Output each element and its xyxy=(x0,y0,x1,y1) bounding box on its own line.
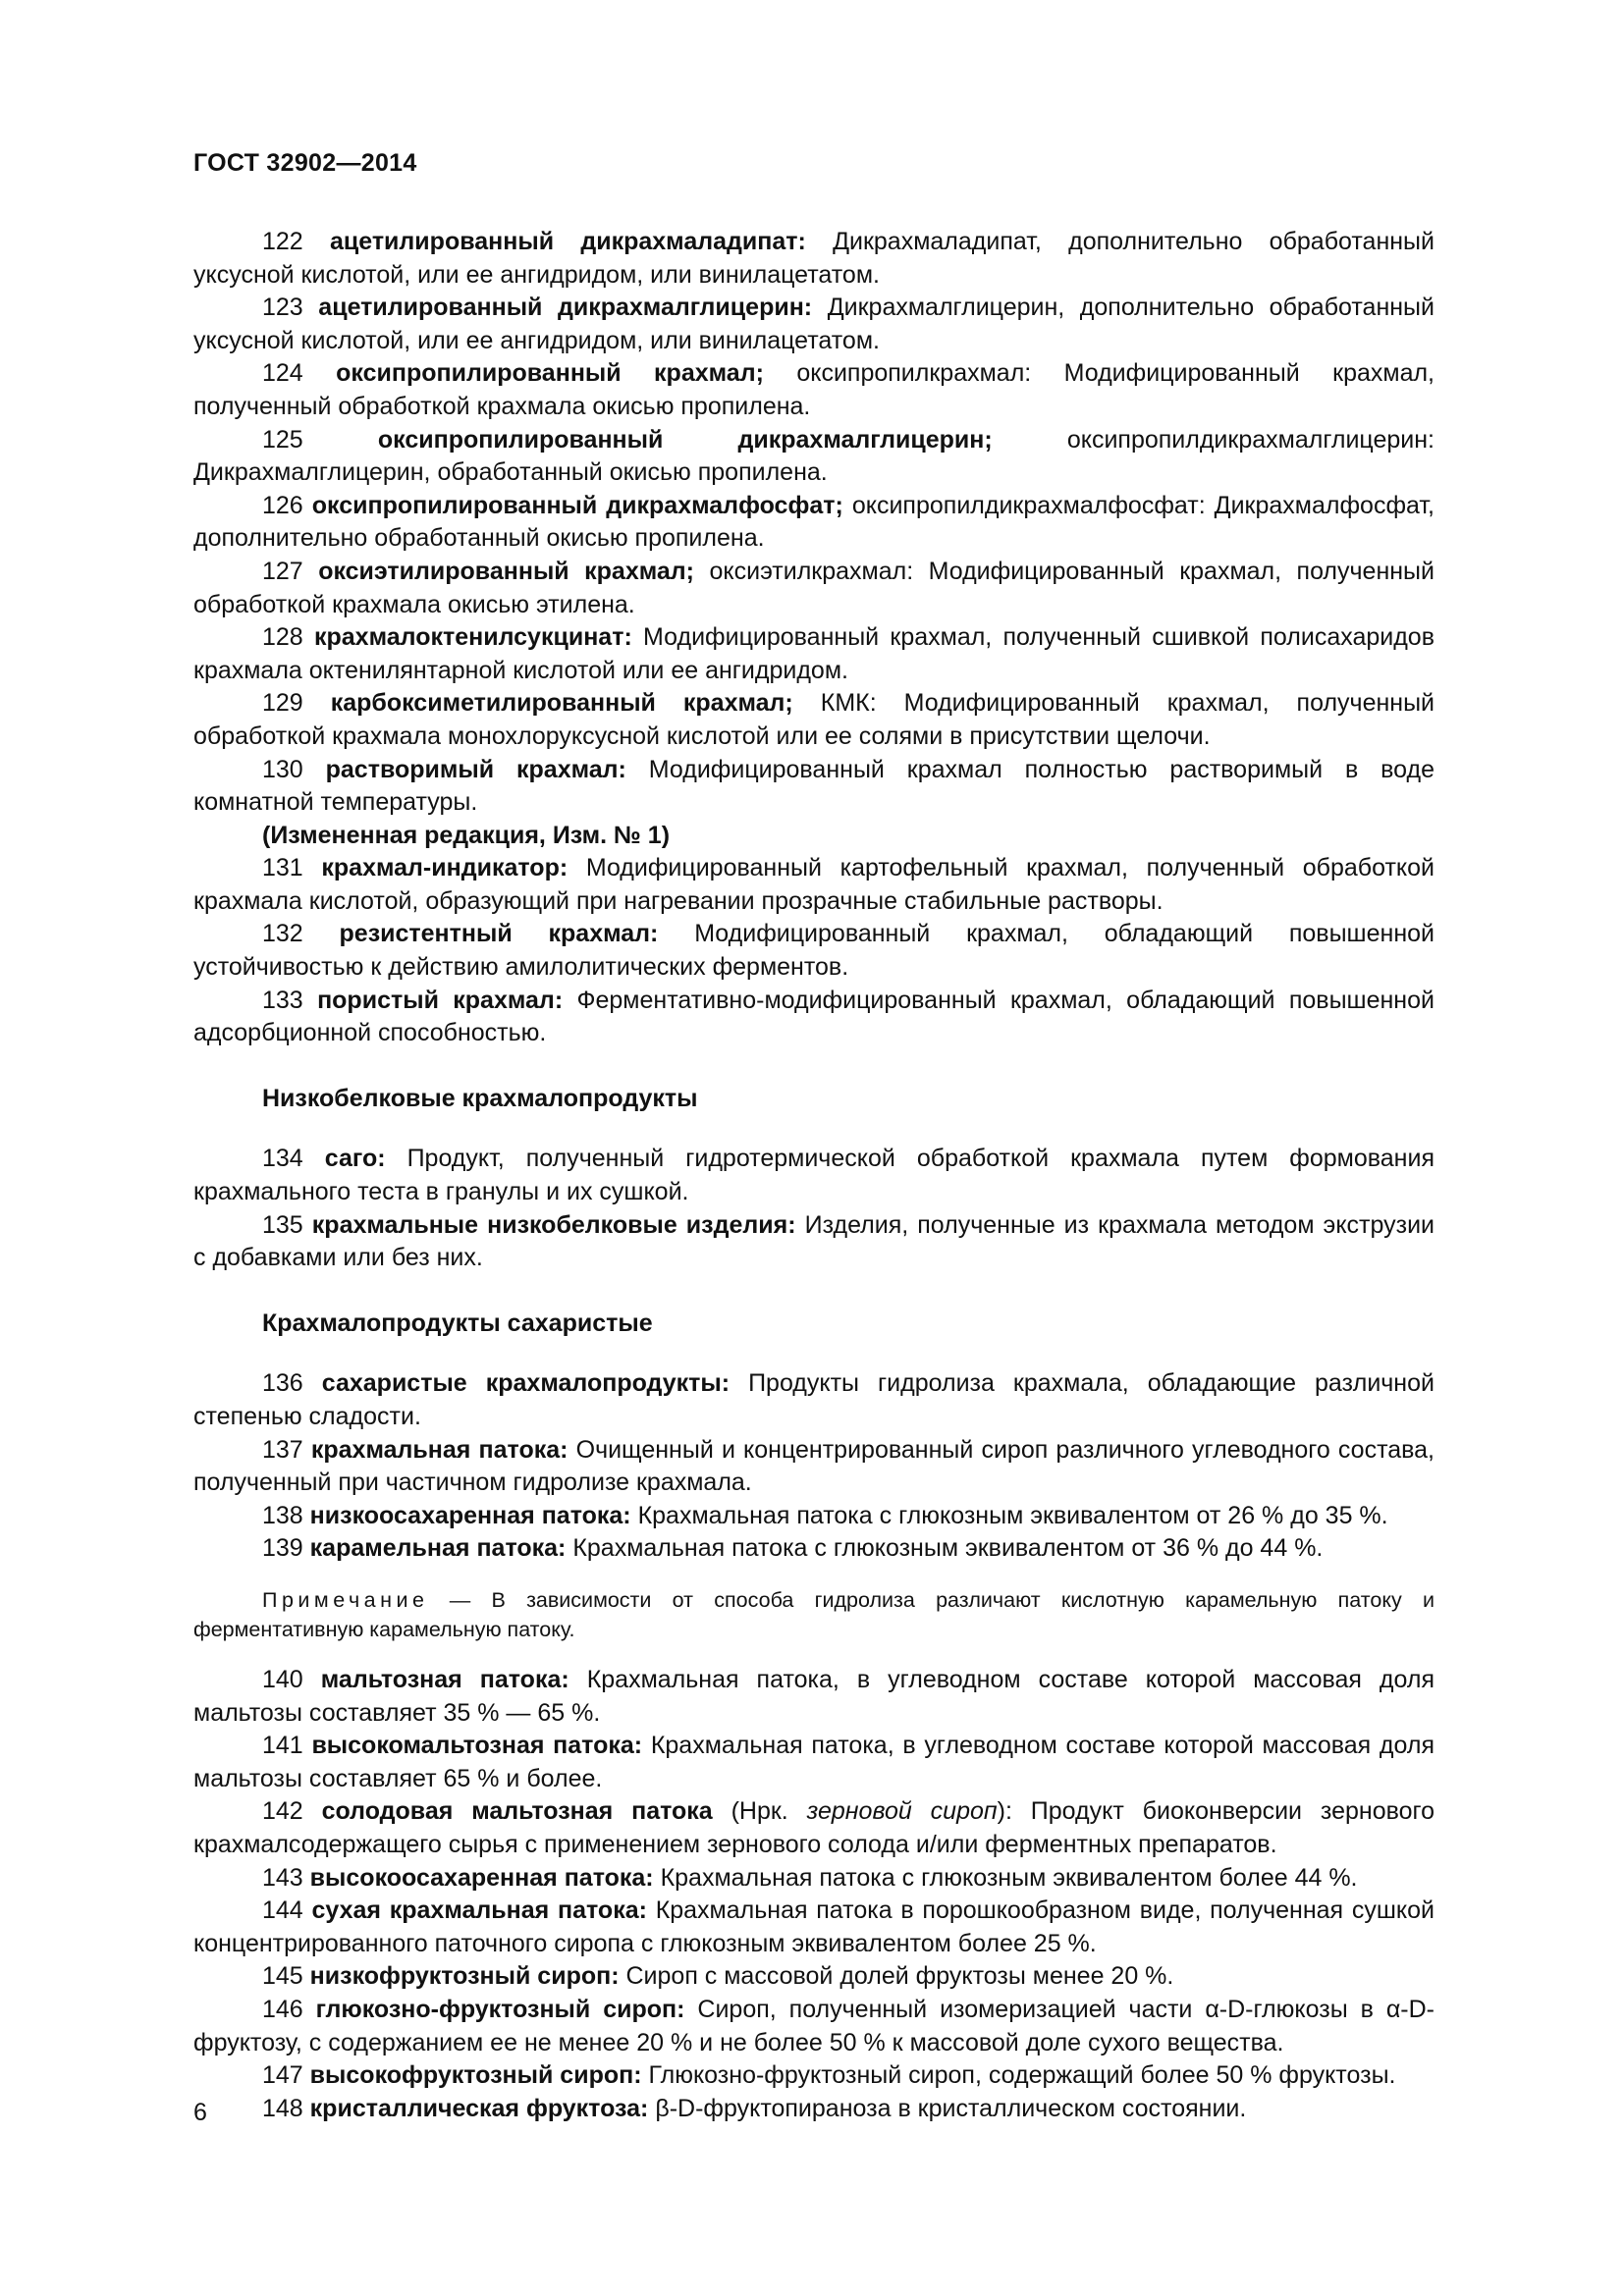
term-number: 133 xyxy=(262,986,303,1014)
term-name: мальтозная патока: xyxy=(320,1665,569,1693)
term-definition: Модифицированный крахмал полностью растворимый в воде комнатной температуры. xyxy=(193,755,1435,817)
term-definition: Крахмальная патока, в углеводном составе которой массовая доля мальтозы составляет 65 % и более. xyxy=(193,1732,1435,1792)
term-entry xyxy=(193,754,1435,820)
term-name: оксипропилированный дикрахмалглицерин; xyxy=(377,425,993,454)
term-definition: КМК: Модифицированный крахмал, полученный обработкой крахмала монохлоруксусной кислотой или ее солями в присутствии щелочи. xyxy=(193,689,1435,750)
term-name: низкофруктозный сироп: xyxy=(309,1962,620,1991)
terms-block-sugary xyxy=(193,1367,1435,1566)
term-name: глюкозно-фруктозный сироп: xyxy=(315,1995,685,2023)
term-name: ацетилированный дикрахмалглицерин: xyxy=(318,294,813,322)
term-entry xyxy=(193,985,1435,1050)
term-entry xyxy=(193,1730,1435,1795)
term-definition: Очищенный и концентрированный сироп различного углеводного состава, полученный при частичном гидролизе крахмала. xyxy=(193,1435,1435,1497)
term-definition: оксипропилдикрахмалглицерин: Дикрахмалглицерин, обработанный окисью пропилена. xyxy=(193,425,1435,487)
term-name: пористый крахмал: xyxy=(317,986,564,1014)
term-number: 142 xyxy=(262,1797,303,1826)
terms-block-modified-starches xyxy=(193,226,1435,820)
term-name: карамельная патока: xyxy=(309,1534,567,1563)
term-number: 146 xyxy=(262,1995,303,2023)
term-name: резистентный крахмал: xyxy=(339,920,659,948)
page-number: 6 xyxy=(193,2099,207,2126)
term-entry xyxy=(193,1960,1435,1994)
term-definition: Модифицированный картофельный крахмал, полученный обработкой крахмала кислотой, образующий при нагревании прозрачные стабильные растворы. xyxy=(193,854,1435,915)
term-name: высокомальтозная патока: xyxy=(311,1732,643,1760)
term-definition: Модифицированный крахмал, полученный сшивкой полисахаридов крахмала октенилянтарной кислотой или ее ангидридом. xyxy=(193,623,1435,684)
term-definition: Глюкозно-фруктозный сироп, содержащий более 50 % фруктозы. xyxy=(641,2061,1396,2090)
term-entry xyxy=(193,687,1435,753)
term-number: 148 xyxy=(262,2094,303,2122)
term-entry xyxy=(193,1500,1435,1533)
term-definition: оксипропилдикрахмалфосфат: Дикрахмалфосфат, дополнительно обработанный окисью пропилена. xyxy=(193,491,1435,553)
term-syn-prefix: (Нрк. xyxy=(712,1797,807,1826)
term-entry xyxy=(193,1862,1435,1896)
term-definition: β-D-фруктопираноза в кристаллическом состоянии. xyxy=(648,2094,1247,2122)
term-definition: Изделия, полученные из крахмала методом экструзии с добавками или без них. xyxy=(193,1210,1435,1272)
term-name: кристаллическая фруктоза: xyxy=(309,2094,649,2122)
term-number: 139 xyxy=(262,1534,303,1563)
term-number: 138 xyxy=(262,1501,303,1529)
term-definition: оксиэтилкрахмал: Модифицированный крахмал, полученный обработкой крахмала окисью этилена. xyxy=(193,557,1435,618)
term-name: оксипропилированный крахмал; xyxy=(336,359,764,388)
term-number: 131 xyxy=(262,854,303,882)
term-number: 144 xyxy=(262,1896,303,1925)
section-heading-sugary: Крахмалопродукты сахаристые xyxy=(262,1308,653,1337)
terms-block-special-starches xyxy=(193,852,1435,1050)
term-number: 132 xyxy=(262,920,303,948)
term-definition: Дикрахмалглицерин, дополнительно обработанный уксусной кислотой, или ее ангидридом, или винилацетатом. xyxy=(193,294,1435,354)
term-number: 147 xyxy=(262,2061,303,2090)
section-heading-low-protein: Низкобелковые крахмалопродукты xyxy=(262,1084,698,1112)
term-entry xyxy=(193,424,1435,490)
term-name: высокоосахаренная патока: xyxy=(309,1863,654,1892)
term-number: 130 xyxy=(262,755,303,783)
note-label: Примечание xyxy=(262,1587,429,1612)
term-entry xyxy=(193,226,1435,292)
term-definition: Крахмальная патока с глюкозным эквивалентом от 26 % до 35 %. xyxy=(630,1501,1388,1529)
term-definition: Сироп, полученный изомеризацией части α-D-глюкозы в α-D-фруктозу, с содержанием ее не менее 20 % и не более 50 % к массовой доле сухого вещества. xyxy=(193,1995,1435,2056)
term-name: карбоксиметилированный крахмал; xyxy=(330,689,793,718)
term-name: низкоосахаренная патока: xyxy=(309,1501,631,1529)
term-definition: оксипропилкрахмал: Модифицированный крахмал, полученный обработкой крахмала окисью пропилена. xyxy=(193,359,1435,420)
term-entry xyxy=(193,621,1435,687)
document-header: ГОСТ 32902—2014 xyxy=(193,149,417,177)
term-number: 126 xyxy=(262,491,303,519)
term-number: 141 xyxy=(262,1732,303,1760)
term-name: оксиэтилированный крахмал; xyxy=(318,557,695,585)
note-paragraph xyxy=(193,1585,1435,1644)
term-number: 134 xyxy=(262,1145,303,1173)
term-number: 127 xyxy=(262,557,303,585)
term-name: солодовая мальтозная патока xyxy=(321,1797,713,1826)
term-entry xyxy=(193,1532,1435,1566)
term-number: 135 xyxy=(262,1210,303,1239)
term-entry xyxy=(193,292,1435,357)
term-name: крахмал-индикатор: xyxy=(321,854,568,882)
term-number: 136 xyxy=(262,1369,303,1398)
term-number: 128 xyxy=(262,623,303,652)
terms-block-low-protein xyxy=(193,1143,1435,1274)
term-name: крахмальные низкобелковые изделия: xyxy=(311,1210,796,1239)
term-definition: Сироп с массовой долей фруктозы менее 20 %. xyxy=(619,1962,1174,1991)
term-entry xyxy=(193,1795,1435,1861)
term-entry xyxy=(193,556,1435,621)
term-number: 145 xyxy=(262,1962,303,1991)
term-entry xyxy=(193,490,1435,556)
term-number: 124 xyxy=(262,359,303,388)
term-entry xyxy=(193,852,1435,918)
term-name: растворимый крахмал: xyxy=(325,755,626,783)
term-number: 123 xyxy=(262,294,303,322)
terms-block-syrups xyxy=(193,1664,1435,2125)
document-body xyxy=(193,226,1435,2125)
term-definition: Продукты гидролиза крахмала, обладающие различной степенью сладости. xyxy=(193,1369,1435,1430)
term-number: 143 xyxy=(262,1863,303,1892)
amendment-note: (Измененная редакция, Изм. № 1) xyxy=(262,821,671,849)
term-definition: Крахмальная патока с глюкозным эквивалентом от 36 % до 44 %. xyxy=(566,1534,1324,1563)
term-definition: Ферментативно-модифицированный крахмал, обладающий повышенной адсорбционной способностью. xyxy=(193,986,1435,1047)
term-entry xyxy=(193,1434,1435,1500)
term-number: 140 xyxy=(262,1665,303,1693)
term-entry xyxy=(193,918,1435,984)
term-name: саго: xyxy=(324,1145,386,1173)
term-definition: Продукт, полученный гидротермической обработкой крахмала путем формования крахмального теста в гранулы и их сушкой. xyxy=(193,1145,1435,1206)
term-number: 129 xyxy=(262,689,303,718)
term-entry xyxy=(193,2093,1435,2126)
term-name: ацетилированный дикрахмаладипат: xyxy=(329,228,806,255)
term-entry xyxy=(193,1664,1435,1730)
term-entry xyxy=(193,1209,1435,1275)
term-number: 122 xyxy=(262,228,303,255)
term-number: 137 xyxy=(262,1435,303,1464)
term-name: оксипропилированный дикрахмалфосфат; xyxy=(311,491,843,519)
term-entry xyxy=(193,357,1435,423)
term-definition: Модифицированный крахмал, обладающий повышенной устойчивостью к действию амилолитических ферментов. xyxy=(193,920,1435,982)
term-name: сахаристые крахмалопродукты: xyxy=(321,1369,731,1398)
term-number: 125 xyxy=(262,425,303,454)
term-entry xyxy=(193,2059,1435,2093)
term-name: крахмальная патока: xyxy=(310,1435,568,1464)
term-definition: Крахмальная патока с глюкозным эквивалентом более 44 %. xyxy=(653,1863,1358,1892)
term-entry xyxy=(193,1143,1435,1208)
note-text: — В зависимости от способа гидролиза различают кислотную карамельную патоку и ферментативную карамельную патоку. xyxy=(193,1587,1435,1641)
term-definition: Крахмальная патока, в углеводном составе которой массовая доля мальтозы составляет 35 % — 65 %. xyxy=(193,1665,1435,1727)
term-name: сухая крахмальная патока: xyxy=(311,1896,647,1925)
term-entry xyxy=(193,1895,1435,1960)
term-definition: ): Продукт биоконверсии зернового крахмалсодержащего сырья с применением зернового солода и/или ферментных препаратов. xyxy=(193,1797,1435,1858)
term-entry xyxy=(193,1994,1435,2059)
term-entry xyxy=(193,1367,1435,1433)
term-definition: Дикрахмаладипат, дополнительно обработанный уксусной кислотой, или ее ангидридом, или винилацетатом. xyxy=(193,228,1435,289)
term-synonym: зерновой сироп xyxy=(806,1797,998,1826)
term-name: крахмалоктенилсукцинат: xyxy=(313,623,632,652)
term-definition: Крахмальная патока в порошкообразном виде, полученная сушкой концентрированного паточного сиропа с глюкозным эквивалентом более 25 %. xyxy=(193,1896,1435,1957)
term-name: высокофруктозный сироп: xyxy=(309,2061,642,2090)
